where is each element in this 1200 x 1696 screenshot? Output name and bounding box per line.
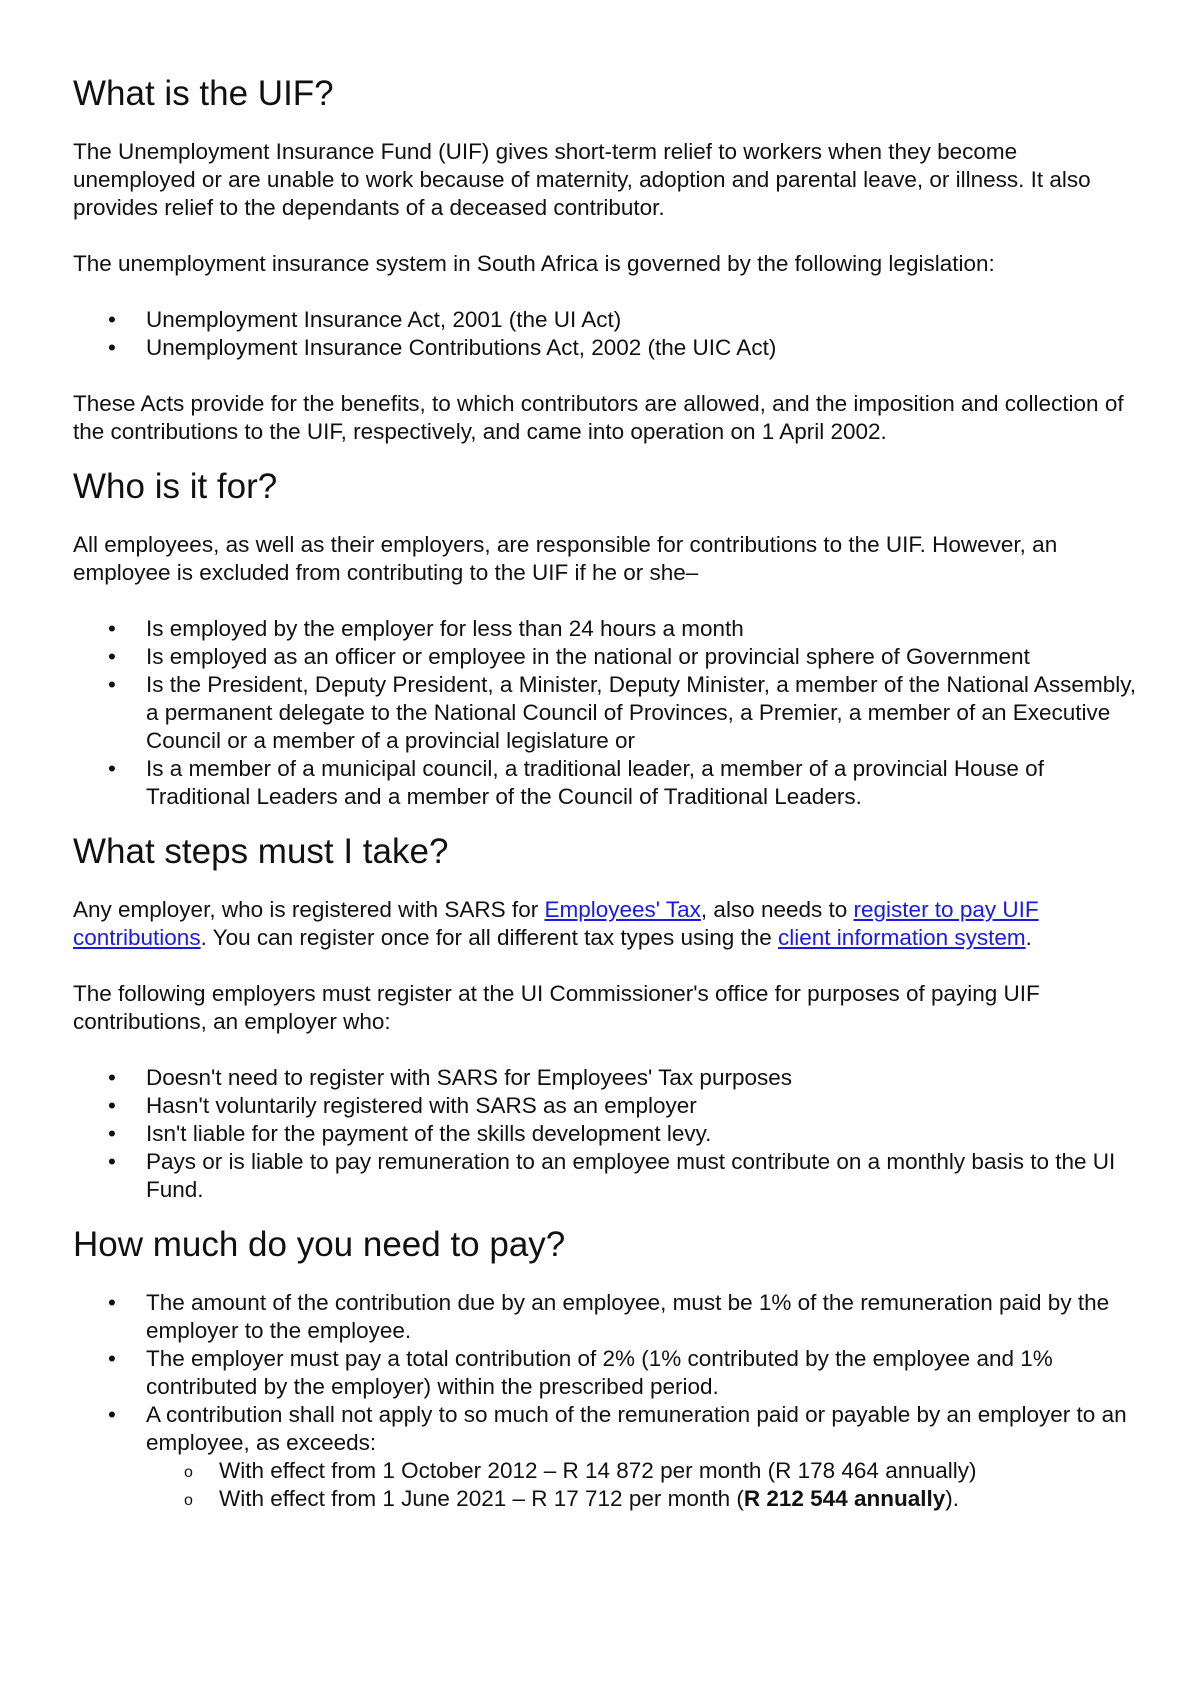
- list-item: [73, 1401, 1140, 1513]
- heading-what-steps: What steps must I take?: [73, 832, 449, 871]
- heading-who-is-it-for: Who is it for?: [73, 467, 278, 506]
- list-item: • The amount of the contribution due by an employee, must be 1% of the remuneration paid by the employer to the employee.: [73, 1289, 1140, 1345]
- employees-tax-link[interactable]: Employees' Tax: [544, 897, 701, 922]
- client-information-system-link[interactable]: client information system: [778, 925, 1026, 950]
- paragraph-legislation-intro: The unemployment insurance system in South Africa is governed by the following legislation:: [73, 251, 995, 276]
- paragraph-ui-commissioner: The following employers must register at the UI Commissioner's office for purposes of paying UIF contributions, an employer who:: [73, 981, 1040, 1034]
- legislation-list: [73, 306, 1140, 362]
- sub-item-text-end: ).: [945, 1486, 959, 1511]
- list-item: • Is employed as an officer or employee in the national or provincial sphere of Government: [73, 643, 1140, 671]
- registration-text-start: Any employer, who is registered with SARS for: [73, 897, 545, 922]
- heading-how-much-to-pay: How much do you need to pay?: [73, 1225, 566, 1264]
- registration-text-after: . You can register once for all different tax types using the: [200, 925, 779, 950]
- paragraph-who-intro: All employees, as well as their employers, are responsible for contributions to the UIF. However, an employee is excluded from contributing to the UIF if he or she–: [73, 532, 1058, 585]
- paragraph-registration: [73, 896, 1140, 952]
- employer-conditions-list: [73, 1064, 1140, 1204]
- effective-dates-list: [146, 1457, 1140, 1513]
- heading-what-is-uif: What is the UIF?: [73, 74, 334, 113]
- list-item: • Hasn't voluntarily registered with SARS as an employer: [73, 1092, 1140, 1120]
- list-item: • Unemployment Insurance Contributions Act, 2002 (the UIC Act): [73, 334, 1140, 362]
- list-item: • The employer must pay a total contribution of 2% (1% contributed by the employee and 1% contributed by the employer) within the prescribed period.: [73, 1345, 1140, 1401]
- list-item: • Is employed by the employer for less than 24 hours a month: [73, 615, 1140, 643]
- paragraph-acts-description: These Acts provide for the benefits, to which contributors are allowed, and the imposition and collection of the contributions to the UIF, respectively, and came into operation on 1 April 2002.: [73, 391, 1124, 444]
- exclusions-list: [73, 615, 1140, 811]
- list-item: • Pays or is liable to pay remuneration to an employee must contribute on a monthly basis to the UI Fund.: [73, 1148, 1140, 1204]
- sub-list-item: [146, 1485, 1140, 1513]
- registration-text-end: .: [1025, 925, 1032, 950]
- payment-list: [73, 1289, 1140, 1513]
- list-item: • Is the President, Deputy President, a Minister, Deputy Minister, a member of the National Assembly, a permanent delegate to the National Council of Provinces, a Premier, a member of an Executive Council or a member of a provincial legislature or: [73, 671, 1140, 755]
- list-item: • Isn't liable for the payment of the skills development levy.: [73, 1120, 1140, 1148]
- paragraph-uif-intro: The Unemployment Insurance Fund (UIF) gives short-term relief to workers when they become unemployed or are unable to work because of maternity, adoption and parental leave, or illness. It also provides relief to the dependants of a deceased contributor.: [73, 139, 1091, 220]
- list-item: • Is a member of a municipal council, a traditional leader, a member of a provincial House of Traditional Leaders and a member of the Council of Traditional Leaders.: [73, 755, 1140, 811]
- sub-list-item: o With effect from 1 October 2012 – R 14 872 per month (R 178 464 annually): [146, 1457, 1140, 1485]
- registration-text-middle: , also needs to: [700, 897, 854, 922]
- register-uif-link[interactable]: register to pay UIF contributions: [73, 897, 1039, 950]
- contribution-limit-text: A contribution shall not apply to so much of the remuneration paid or payable by an employer to an employee, as exceeds:: [146, 1402, 1127, 1455]
- list-item: • Doesn't need to register with SARS for Employees' Tax purposes: [73, 1064, 1140, 1092]
- annual-amount-bold: R 212 544 annually: [743, 1486, 946, 1511]
- sub-item-text: With effect from 1 June 2021 – R 17 712 per month (: [219, 1486, 744, 1511]
- list-item: • Unemployment Insurance Act, 2001 (the UI Act): [73, 306, 1140, 334]
